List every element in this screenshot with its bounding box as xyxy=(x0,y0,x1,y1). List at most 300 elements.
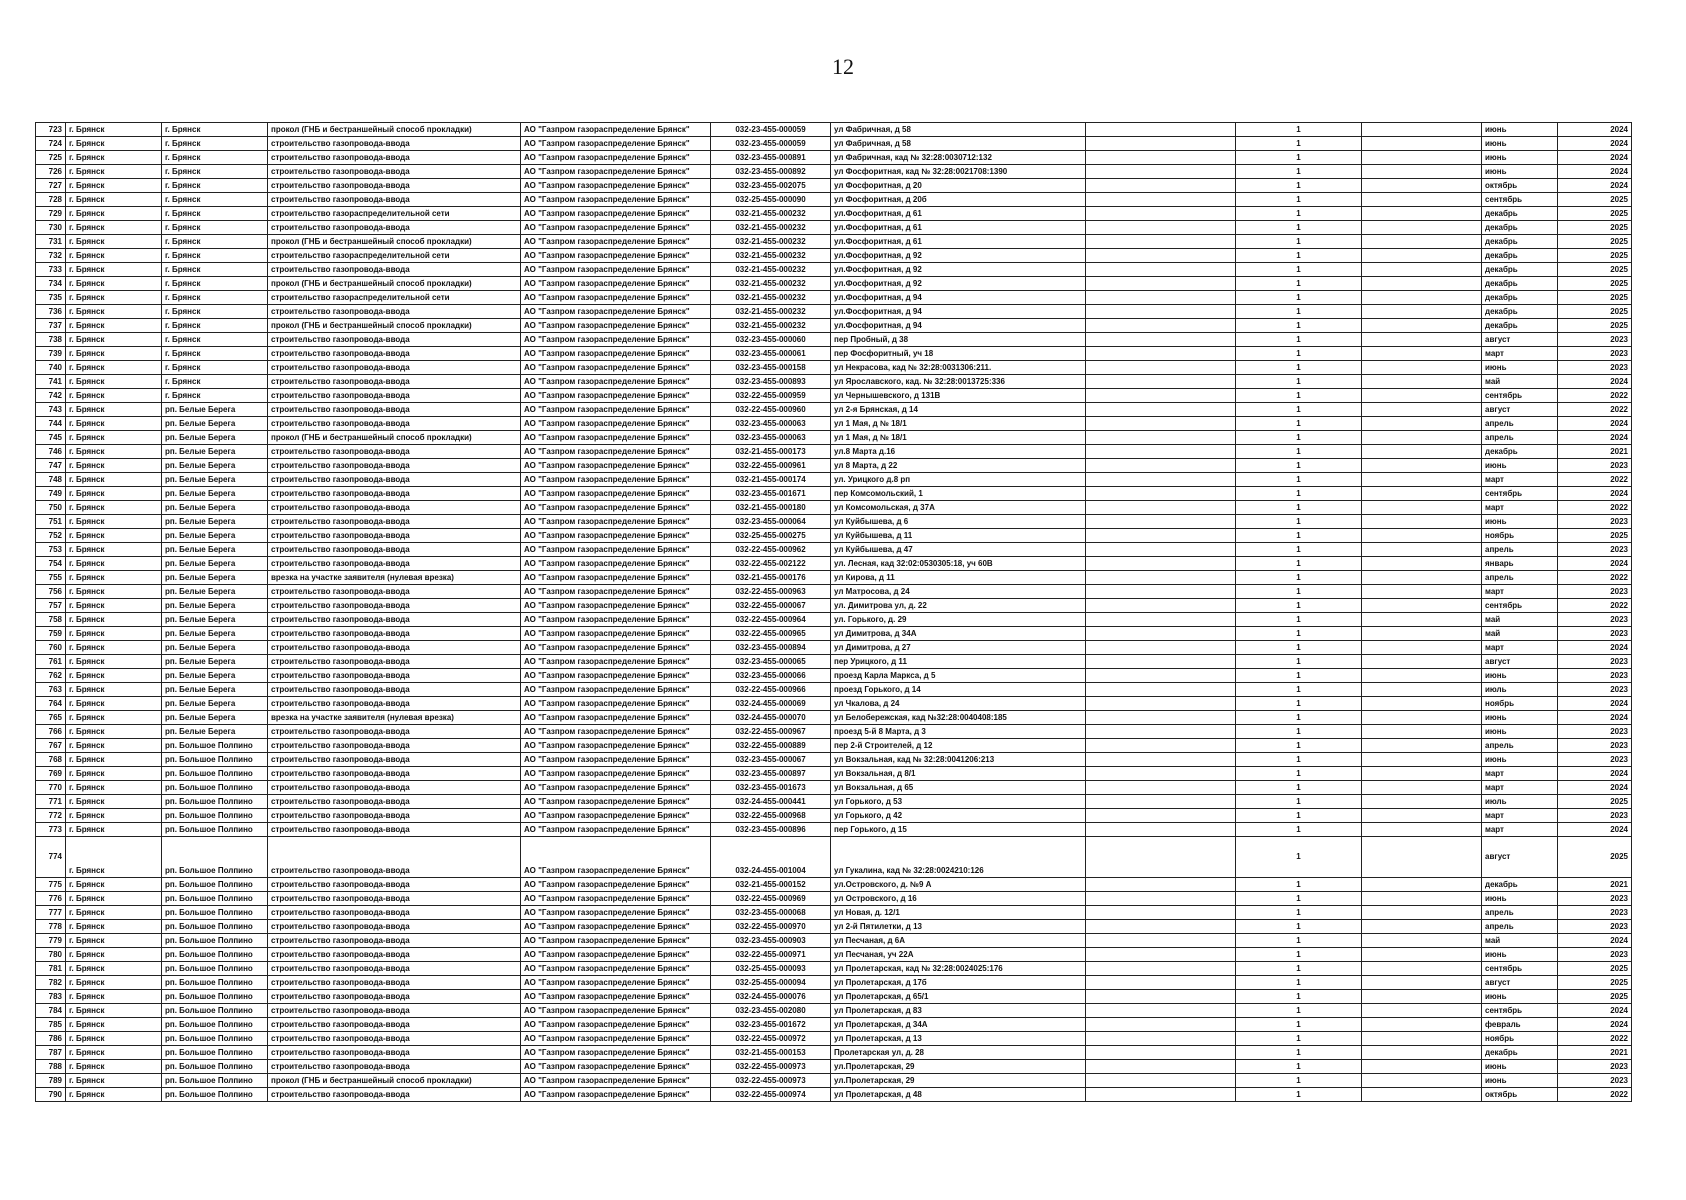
address-cell: ул.Фосфоритная, д 92 xyxy=(831,249,1086,263)
year-cell: 2023 xyxy=(1558,515,1632,529)
city-cell: г. Брянск xyxy=(66,235,162,249)
city-cell: г. Брянск xyxy=(66,697,162,711)
city-cell: г. Брянск xyxy=(66,1018,162,1032)
row-number: 731 xyxy=(36,235,66,249)
count-cell: 1 xyxy=(1236,515,1362,529)
row-number: 782 xyxy=(36,976,66,990)
year-cell: 2023 xyxy=(1558,892,1632,906)
count-cell: 1 xyxy=(1236,920,1362,934)
row-number: 744 xyxy=(36,417,66,431)
row-number: 765 xyxy=(36,711,66,725)
organization-cell: АО "Газпром газораспределение Брянск" xyxy=(521,627,711,641)
address-cell: ул.8 Марта д.16 xyxy=(831,445,1086,459)
address-cell: ул Димитрова, д 34А xyxy=(831,627,1086,641)
row-number: 778 xyxy=(36,920,66,934)
organization-cell: АО "Газпром газораспределение Брянск" xyxy=(521,585,711,599)
work-type-cell: строительство газопровода-ввода xyxy=(268,1046,521,1060)
count-cell: 1 xyxy=(1236,599,1362,613)
table-row xyxy=(36,151,1632,165)
table-row xyxy=(36,179,1632,193)
work-type-cell: прокол (ГНБ и бестраншейный способ прокладки) xyxy=(268,1074,521,1088)
year-cell: 2023 xyxy=(1558,1074,1632,1088)
organization-cell: АО "Газпром газораспределение Брянск" xyxy=(521,767,711,781)
city-cell: г. Брянск xyxy=(66,1032,162,1046)
organization-cell: АО "Газпром газораспределение Брянск" xyxy=(521,501,711,515)
work-type-cell: строительство газопровода-ввода xyxy=(268,795,521,809)
table-row xyxy=(36,613,1632,627)
work-type-cell: строительство газопровода-ввода xyxy=(268,878,521,892)
empty-cell xyxy=(1086,445,1236,459)
count-cell: 1 xyxy=(1236,473,1362,487)
city-cell: г. Брянск xyxy=(66,627,162,641)
empty-cell xyxy=(1086,1032,1236,1046)
row-number: 740 xyxy=(36,361,66,375)
year-cell: 2024 xyxy=(1558,557,1632,571)
locality-cell: рп. Большое Полпино xyxy=(162,809,268,823)
month-cell: декабрь xyxy=(1482,277,1558,291)
table-row xyxy=(36,291,1632,305)
organization-cell: АО "Газпром газораспределение Брянск" xyxy=(521,683,711,697)
month-cell: июнь xyxy=(1482,515,1558,529)
empty-cell xyxy=(1086,193,1236,207)
count-cell: 1 xyxy=(1236,151,1362,165)
application-code-cell: 032-22-455-000974 xyxy=(711,1088,831,1102)
work-type-cell: строительство газопровода-ввода xyxy=(268,1088,521,1102)
row-number: 759 xyxy=(36,627,66,641)
organization-cell: АО "Газпром газораспределение Брянск" xyxy=(521,976,711,990)
city-cell: г. Брянск xyxy=(66,445,162,459)
empty-cell xyxy=(1362,305,1482,319)
empty-cell xyxy=(1086,487,1236,501)
row-number: 747 xyxy=(36,459,66,473)
work-type-cell: строительство газопровода-ввода xyxy=(268,976,521,990)
locality-cell: рп. Большое Полпино xyxy=(162,948,268,962)
month-cell: август xyxy=(1482,976,1558,990)
empty-cell xyxy=(1362,207,1482,221)
city-cell: г. Брянск xyxy=(66,1060,162,1074)
year-cell: 2023 xyxy=(1558,347,1632,361)
year-cell: 2025 xyxy=(1558,990,1632,1004)
application-code-cell: 032-21-455-000232 xyxy=(711,249,831,263)
city-cell: г. Брянск xyxy=(66,1004,162,1018)
application-code-cell: 032-22-455-000971 xyxy=(711,948,831,962)
count-cell: 1 xyxy=(1236,249,1362,263)
table-row xyxy=(36,990,1632,1004)
organization-cell: АО "Газпром газораспределение Брянск" xyxy=(521,319,711,333)
empty-cell xyxy=(1086,683,1236,697)
city-cell: г. Брянск xyxy=(66,431,162,445)
address-cell: ул.Фосфоритная, д 61 xyxy=(831,207,1086,221)
year-cell: 2023 xyxy=(1558,613,1632,627)
organization-cell: АО "Газпром газораспределение Брянск" xyxy=(521,305,711,319)
table-row xyxy=(36,725,1632,739)
city-cell: г. Брянск xyxy=(66,892,162,906)
address-cell: ул. Лесная, кад 32:02:0530305:18, уч 60В xyxy=(831,557,1086,571)
address-cell: ул Островского, д 16 xyxy=(831,892,1086,906)
work-type-cell: строительство газопровода-ввода xyxy=(268,627,521,641)
row-number: 752 xyxy=(36,529,66,543)
city-cell: г. Брянск xyxy=(66,501,162,515)
row-number: 725 xyxy=(36,151,66,165)
application-code-cell: 032-23-455-000158 xyxy=(711,361,831,375)
application-code-cell: 032-21-455-000152 xyxy=(711,878,831,892)
locality-cell: рп. Белые Берега xyxy=(162,655,268,669)
empty-cell xyxy=(1362,809,1482,823)
row-number: 730 xyxy=(36,221,66,235)
row-number: 766 xyxy=(36,725,66,739)
work-type-cell: строительство газораспределительной сети xyxy=(268,291,521,305)
year-cell: 2025 xyxy=(1558,962,1632,976)
empty-cell xyxy=(1362,529,1482,543)
empty-cell xyxy=(1086,962,1236,976)
empty-cell xyxy=(1362,655,1482,669)
city-cell: г. Брянск xyxy=(66,333,162,347)
month-cell: ноябрь xyxy=(1482,697,1558,711)
organization-cell: АО "Газпром газораспределение Брянск" xyxy=(521,613,711,627)
empty-cell xyxy=(1362,123,1482,137)
empty-cell xyxy=(1362,347,1482,361)
locality-cell: рп. Белые Берега xyxy=(162,697,268,711)
year-cell: 2025 xyxy=(1558,291,1632,305)
year-cell: 2023 xyxy=(1558,920,1632,934)
count-cell: 1 xyxy=(1236,809,1362,823)
locality-cell: рп. Большое Полпино xyxy=(162,976,268,990)
empty-cell xyxy=(1086,235,1236,249)
city-cell: г. Брянск xyxy=(66,179,162,193)
organization-cell: АО "Газпром газораспределение Брянск" xyxy=(521,361,711,375)
locality-cell: г. Брянск xyxy=(162,137,268,151)
application-code-cell: 032-23-455-000896 xyxy=(711,823,831,837)
work-type-cell: строительство газопровода-ввода xyxy=(268,515,521,529)
work-type-cell: строительство газопровода-ввода xyxy=(268,697,521,711)
organization-cell: АО "Газпром газораспределение Брянск" xyxy=(521,990,711,1004)
empty-cell xyxy=(1086,179,1236,193)
application-code-cell: 032-21-455-000153 xyxy=(711,1046,831,1060)
empty-cell xyxy=(1086,613,1236,627)
row-number: 767 xyxy=(36,739,66,753)
city-cell: г. Брянск xyxy=(66,1088,162,1102)
city-cell: г. Брянск xyxy=(66,123,162,137)
table-row xyxy=(36,193,1632,207)
table-row xyxy=(36,599,1632,613)
application-code-cell: 032-23-455-000068 xyxy=(711,906,831,920)
locality-cell: г. Брянск xyxy=(162,333,268,347)
work-type-cell: строительство газопровода-ввода xyxy=(268,1032,521,1046)
address-cell: ул Фосфоритная, кад № 32:28:0021708:1390 xyxy=(831,165,1086,179)
application-code-cell: 032-22-455-000959 xyxy=(711,389,831,403)
empty-cell xyxy=(1086,976,1236,990)
empty-cell xyxy=(1362,920,1482,934)
empty-cell xyxy=(1086,892,1236,906)
application-code-cell: 032-23-455-000893 xyxy=(711,375,831,389)
application-code-cell: 032-22-455-000973 xyxy=(711,1074,831,1088)
empty-cell xyxy=(1086,934,1236,948)
locality-cell: рп. Белые Берега xyxy=(162,403,268,417)
city-cell: г. Брянск xyxy=(66,976,162,990)
application-code-cell: 032-21-455-000174 xyxy=(711,473,831,487)
empty-cell xyxy=(1362,823,1482,837)
empty-cell xyxy=(1362,1018,1482,1032)
organization-cell: АО "Газпром газораспределение Брянск" xyxy=(521,1046,711,1060)
city-cell: г. Брянск xyxy=(66,878,162,892)
empty-cell xyxy=(1362,543,1482,557)
locality-cell: г. Брянск xyxy=(162,235,268,249)
locality-cell: рп. Большое Полпино xyxy=(162,906,268,920)
row-number: 748 xyxy=(36,473,66,487)
year-cell: 2024 xyxy=(1558,934,1632,948)
locality-cell: рп. Белые Берега xyxy=(162,529,268,543)
application-code-cell: 032-22-455-000961 xyxy=(711,459,831,473)
empty-cell xyxy=(1362,417,1482,431)
work-type-cell: строительство газопровода-ввода xyxy=(268,193,521,207)
application-code-cell: 032-23-455-000059 xyxy=(711,123,831,137)
table-row xyxy=(36,305,1632,319)
empty-cell xyxy=(1086,781,1236,795)
month-cell: июль xyxy=(1482,795,1558,809)
table-row xyxy=(36,767,1632,781)
empty-cell xyxy=(1086,459,1236,473)
locality-cell: рп. Белые Берега xyxy=(162,641,268,655)
city-cell: г. Брянск xyxy=(66,767,162,781)
month-cell: сентябрь xyxy=(1482,1004,1558,1018)
work-type-cell: строительство газопровода-ввода xyxy=(268,781,521,795)
row-number: 774 xyxy=(36,837,66,878)
empty-cell xyxy=(1086,403,1236,417)
empty-cell xyxy=(1362,1060,1482,1074)
year-cell: 2023 xyxy=(1558,361,1632,375)
work-type-cell: строительство газопровода-ввода xyxy=(268,1004,521,1018)
address-cell: ул Чернышевского, д 131В xyxy=(831,389,1086,403)
count-cell: 1 xyxy=(1236,319,1362,333)
application-code-cell: 032-21-455-000232 xyxy=(711,277,831,291)
work-type-cell: строительство газопровода-ввода xyxy=(268,906,521,920)
address-cell: ул Фабричная, д 58 xyxy=(831,123,1086,137)
address-cell: ул.Фосфоритная, д 94 xyxy=(831,305,1086,319)
organization-cell: АО "Газпром газораспределение Брянск" xyxy=(521,892,711,906)
table-row xyxy=(36,962,1632,976)
row-number: 764 xyxy=(36,697,66,711)
empty-cell xyxy=(1362,501,1482,515)
address-cell: ул Горького, д 53 xyxy=(831,795,1086,809)
organization-cell: АО "Газпром газораспределение Брянск" xyxy=(521,487,711,501)
application-code-cell: 032-21-455-000232 xyxy=(711,221,831,235)
work-type-cell: строительство газопровода-ввода xyxy=(268,962,521,976)
empty-cell xyxy=(1362,1004,1482,1018)
work-type-cell: строительство газопровода-ввода xyxy=(268,529,521,543)
empty-cell xyxy=(1086,515,1236,529)
count-cell: 1 xyxy=(1236,445,1362,459)
locality-cell: рп. Большое Полпино xyxy=(162,990,268,1004)
address-cell: ул Комсомольская, д 37А xyxy=(831,501,1086,515)
count-cell: 1 xyxy=(1236,1060,1362,1074)
month-cell: апрель xyxy=(1482,417,1558,431)
empty-cell xyxy=(1086,697,1236,711)
count-cell: 1 xyxy=(1236,221,1362,235)
empty-cell xyxy=(1086,543,1236,557)
city-cell: г. Брянск xyxy=(66,151,162,165)
empty-cell xyxy=(1086,431,1236,445)
empty-cell xyxy=(1362,697,1482,711)
locality-cell: г. Брянск xyxy=(162,151,268,165)
address-cell: ул Кирова, д 11 xyxy=(831,571,1086,585)
table-row xyxy=(36,361,1632,375)
count-cell: 1 xyxy=(1236,795,1362,809)
row-number: 754 xyxy=(36,557,66,571)
empty-cell xyxy=(1362,669,1482,683)
month-cell: июнь xyxy=(1482,669,1558,683)
empty-cell xyxy=(1086,990,1236,1004)
count-cell: 1 xyxy=(1236,1004,1362,1018)
application-code-cell: 032-25-455-000094 xyxy=(711,976,831,990)
year-cell: 2025 xyxy=(1558,976,1632,990)
count-cell: 1 xyxy=(1236,990,1362,1004)
row-number: 761 xyxy=(36,655,66,669)
application-code-cell: 032-22-455-000889 xyxy=(711,739,831,753)
work-type-cell: строительство газопровода-ввода xyxy=(268,823,521,837)
application-code-cell: 032-23-455-000897 xyxy=(711,767,831,781)
application-code-cell: 032-23-455-000067 xyxy=(711,753,831,767)
month-cell: март xyxy=(1482,473,1558,487)
address-cell: ул.Фосфоритная, д 94 xyxy=(831,319,1086,333)
year-cell: 2025 xyxy=(1558,529,1632,543)
organization-cell: АО "Газпром газораспределение Брянск" xyxy=(521,711,711,725)
month-cell: декабрь xyxy=(1482,1046,1558,1060)
table-row xyxy=(36,431,1632,445)
city-cell: г. Брянск xyxy=(66,1074,162,1088)
month-cell: июнь xyxy=(1482,725,1558,739)
organization-cell: АО "Газпром газораспределение Брянск" xyxy=(521,431,711,445)
empty-cell xyxy=(1362,151,1482,165)
empty-cell xyxy=(1362,725,1482,739)
empty-cell xyxy=(1362,934,1482,948)
month-cell: август xyxy=(1482,655,1558,669)
organization-cell: АО "Газпром газораспределение Брянск" xyxy=(521,403,711,417)
address-cell: ул.Фосфоритная, д 92 xyxy=(831,263,1086,277)
empty-cell xyxy=(1086,529,1236,543)
locality-cell: рп. Белые Берега xyxy=(162,725,268,739)
empty-cell xyxy=(1362,263,1482,277)
work-type-cell: строительство газораспределительной сети xyxy=(268,249,521,263)
row-number: 727 xyxy=(36,179,66,193)
year-cell: 2023 xyxy=(1558,948,1632,962)
year-cell: 2024 xyxy=(1558,431,1632,445)
empty-cell xyxy=(1086,221,1236,235)
year-cell: 2024 xyxy=(1558,487,1632,501)
year-cell: 2023 xyxy=(1558,459,1632,473)
year-cell: 2023 xyxy=(1558,543,1632,557)
row-number: 750 xyxy=(36,501,66,515)
locality-cell: рп. Большое Полпино xyxy=(162,767,268,781)
organization-cell: АО "Газпром газораспределение Брянск" xyxy=(521,655,711,669)
work-type-cell: врезка на участке заявителя (нулевая врезка) xyxy=(268,711,521,725)
table-row xyxy=(36,809,1632,823)
month-cell: март xyxy=(1482,641,1558,655)
count-cell: 1 xyxy=(1236,123,1362,137)
organization-cell: АО "Газпром газораспределение Брянск" xyxy=(521,809,711,823)
month-cell: август xyxy=(1482,403,1558,417)
empty-cell xyxy=(1362,487,1482,501)
empty-cell xyxy=(1362,753,1482,767)
table-row xyxy=(36,669,1632,683)
organization-cell: АО "Газпром газораспределение Брянск" xyxy=(521,221,711,235)
work-type-cell: строительство газопровода-ввода xyxy=(268,892,521,906)
empty-cell xyxy=(1362,193,1482,207)
address-cell: проезд Карла Маркса, д 5 xyxy=(831,669,1086,683)
application-code-cell: 032-21-455-000232 xyxy=(711,305,831,319)
count-cell: 1 xyxy=(1236,179,1362,193)
year-cell: 2024 xyxy=(1558,767,1632,781)
year-cell: 2024 xyxy=(1558,165,1632,179)
locality-cell: г. Брянск xyxy=(162,361,268,375)
city-cell: г. Брянск xyxy=(66,165,162,179)
count-cell: 1 xyxy=(1236,529,1362,543)
city-cell: г. Брянск xyxy=(66,711,162,725)
count-cell: 1 xyxy=(1236,1018,1362,1032)
city-cell: г. Брянск xyxy=(66,543,162,557)
locality-cell: г. Брянск xyxy=(162,277,268,291)
organization-cell: АО "Газпром газораспределение Брянск" xyxy=(521,445,711,459)
city-cell: г. Брянск xyxy=(66,599,162,613)
empty-cell xyxy=(1086,277,1236,291)
address-cell: ул Куйбышева, д 11 xyxy=(831,529,1086,543)
month-cell: март xyxy=(1482,809,1558,823)
table-row xyxy=(36,123,1632,137)
organization-cell: АО "Газпром газораспределение Брянск" xyxy=(521,1060,711,1074)
year-cell: 2024 xyxy=(1558,823,1632,837)
empty-cell xyxy=(1086,669,1236,683)
count-cell: 1 xyxy=(1236,976,1362,990)
address-cell: Пролетарская ул, д. 28 xyxy=(831,1046,1086,1060)
month-cell: июнь xyxy=(1482,123,1558,137)
organization-cell: АО "Газпром газораспределение Брянск" xyxy=(521,571,711,585)
empty-cell xyxy=(1086,305,1236,319)
address-cell: ул.Фосфоритная, д 61 xyxy=(831,235,1086,249)
table-row xyxy=(36,249,1632,263)
address-cell: ул.Фосфоритная, д 94 xyxy=(831,291,1086,305)
count-cell: 1 xyxy=(1236,263,1362,277)
work-type-cell: строительство газопровода-ввода xyxy=(268,613,521,627)
table-row xyxy=(36,892,1632,906)
empty-cell xyxy=(1362,599,1482,613)
application-code-cell: 032-23-455-000066 xyxy=(711,669,831,683)
month-cell: декабрь xyxy=(1482,221,1558,235)
table-row xyxy=(36,1004,1632,1018)
count-cell: 1 xyxy=(1236,403,1362,417)
table-row xyxy=(36,934,1632,948)
work-type-cell: строительство газопровода-ввода xyxy=(268,599,521,613)
empty-cell xyxy=(1086,207,1236,221)
locality-cell: рп. Большое Полпино xyxy=(162,1088,268,1102)
empty-cell xyxy=(1086,1046,1236,1060)
table-row xyxy=(36,823,1632,837)
month-cell: июнь xyxy=(1482,948,1558,962)
organization-cell: АО "Газпром газораспределение Брянск" xyxy=(521,1088,711,1102)
address-cell: ул Пролетарская, кад № 32:28:0024025:176 xyxy=(831,962,1086,976)
address-cell: ул.Пролетарская, 29 xyxy=(831,1074,1086,1088)
application-code-cell: 032-22-455-002122 xyxy=(711,557,831,571)
empty-cell xyxy=(1362,235,1482,249)
work-type-cell: строительство газопровода-ввода xyxy=(268,1018,521,1032)
work-type-cell: строительство газопровода-ввода xyxy=(268,151,521,165)
year-cell: 2021 xyxy=(1558,878,1632,892)
row-number: 790 xyxy=(36,1088,66,1102)
table-row xyxy=(36,473,1632,487)
locality-cell: рп. Большое Полпино xyxy=(162,837,268,878)
address-cell: ул. Горького, д. 29 xyxy=(831,613,1086,627)
empty-cell xyxy=(1362,683,1482,697)
month-cell: ноябрь xyxy=(1482,1032,1558,1046)
row-number: 781 xyxy=(36,962,66,976)
